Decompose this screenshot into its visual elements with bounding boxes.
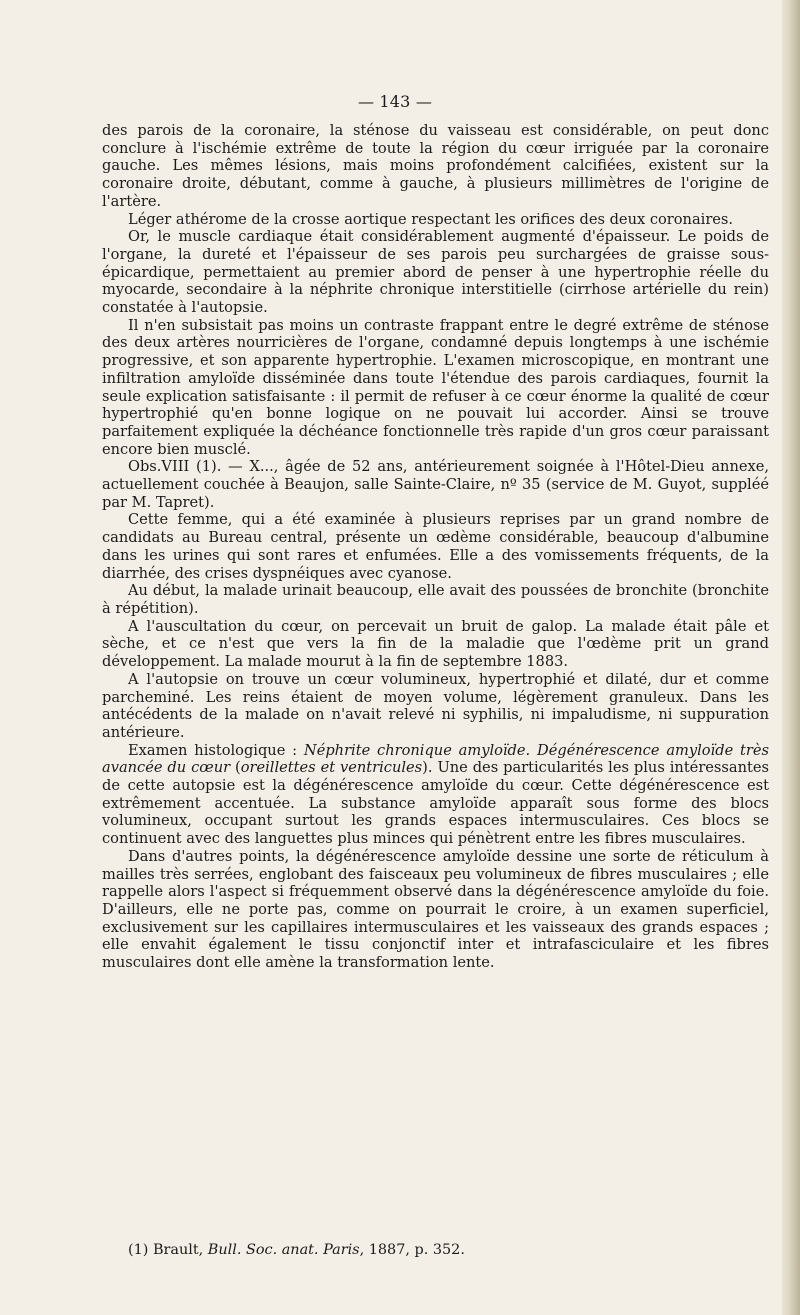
paragraph: Il n'en subsistait pas moins un contraste frappant entre le degré extrême de sténose des deux artères nourricières de l'organe, condamné depuis longtemps à une ischémie progressive, et son apparente hypertrophie. L'examen microscopique, en montrant une infiltration amyloïde disséminée dans toute l'étendue des parois cardiaques, fournit la seule explication satisfaisante : il permit de refuser à ce cœur énorme la qualité de cœur hypertrophié qu'en bonne logique on ne pouvait lui accorder. Ainsi se trouve parfaitement expliquée la déchéance fonctionnelle très rapide d'un gros cœur paraissant encore bien musclé. <box>102 316 769 458</box>
paragraph: A l'autopsie on trouve un cœur volumineux, hypertrophié et dilaté, dur et comme parcheminé. Les reins étaient de moyen volume, légèrement granuleux. Dans les antécédents de la malade on n'avait relevé ni syphilis, ni impaludisme, ni suppuration antérieure. <box>102 670 769 741</box>
page-number: — 143 — <box>357 92 433 111</box>
body-text <box>102 122 769 972</box>
histology-label: Examen histologique : <box>128 741 304 759</box>
footnote-author: (1) Brault, <box>128 1242 208 1258</box>
histology-location: oreillettes et ventricules <box>240 759 423 777</box>
paragraph: Dans d'autres points, la dégénérescence amyloïde dessine une sorte de réticulum à mailles très serrées, englobant des faisceaux peu volumineux de fibres musculaires ; elle rappelle alors l'aspect si fréquemment observé dans la dégénérescence amyloïde du foie. D'ailleurs, elle ne porte pas, comme on pourrait le croire, à un examen superficiel, exclusivement sur les capillaires intermusculaires et les vaisseaux des grands espaces ; elle envahit également le tissu conjonctif inter et intrafasciculaire et les fibres musculaires dont elle amène la transformation lente. <box>102 847 769 972</box>
footnote <box>128 1242 748 1259</box>
paragraph: Léger athérome de la crosse aortique respectant les orifices des deux coronaires. <box>128 210 734 228</box>
histology-paren-open: ( <box>230 759 241 777</box>
paragraph: Or, le muscle cardiaque était considérablement augmenté d'épaisseur. Le poids de l'organe, la dureté et l'épaisseur de ses parois peu surchargées de graisse sous-épicardique, permettaient au premier abord de penser à une hypertrophie réelle du myocarde, secondaire à la néphrite chronique interstitielle (cirrhose artérielle du rein) constatée à l'autopsie. <box>102 228 769 317</box>
histology-paragraph <box>102 742 769 848</box>
footnote-ref: , 1887, p. 352. <box>359 1242 465 1258</box>
paragraph: des parois de la coronaire, la sténose du vaisseau est considérable, on peut donc conclure à l'ischémie extrême de toute la région du cœur irriguée par la coronaire gauche. Les mêmes lésions, mais moins profondément calcifiées, existent sur la coronaire droite, débutant, comme à gauche, à plusieurs millimètres de l'origine de l'artère. <box>102 122 769 210</box>
page-edge <box>782 0 800 1315</box>
footnote-journal: Bull. Soc. anat. Paris <box>207 1242 360 1258</box>
paragraph: Cette femme, qui a été examinée à plusieurs reprises par un grand nombre de candidats au Bureau central, présente un œdème considérable, beaucoup d'albumine dans les urines qui sont rares et enfumées. Elle a des vomissements fréquents, de la diarrhée, des crises dyspnéiques avec cyanose. <box>102 511 769 582</box>
histology-diagnosis: Néphrite chronique amyloïde. Dégénérescence amyloïde très avancée du cœur <box>102 741 769 777</box>
paragraph: Au début, la malade urinait beaucoup, elle avait des poussées de bronchite (bronchite à répétition). <box>102 582 769 617</box>
observation-heading-paragraph: Obs.VIII (1). — X..., âgée de 52 ans, antérieurement soignée à l'Hôtel-Dieu annexe, actuellement couchée à Beaujon, salle Sainte-Claire, nº 35 (service de M. Guyot, suppléé par M. Tapret). <box>102 458 769 511</box>
paragraph: A l'auscultation du cœur, on percevait un bruit de galop. La malade était pâle et sèche, et ce n'est que vers la fin de la maladie que l'œdème prit un grand développement. La malade mourut à la fin de septembre 1883. <box>102 617 769 671</box>
histology-description: ). Une des particularités les plus intéressantes de cette autopsie est la dégénérescence amyloïde du cœur. Cette dégénérescence est extrêmement accentuée. La substance amyloïde apparaît sous forme des blocs volumineux, occupant surtout les grands espaces intermusculaires. Ces blocs se continuent avec des languettes plus minces qui pénètrent entre les fibres musculaires. <box>102 759 769 848</box>
